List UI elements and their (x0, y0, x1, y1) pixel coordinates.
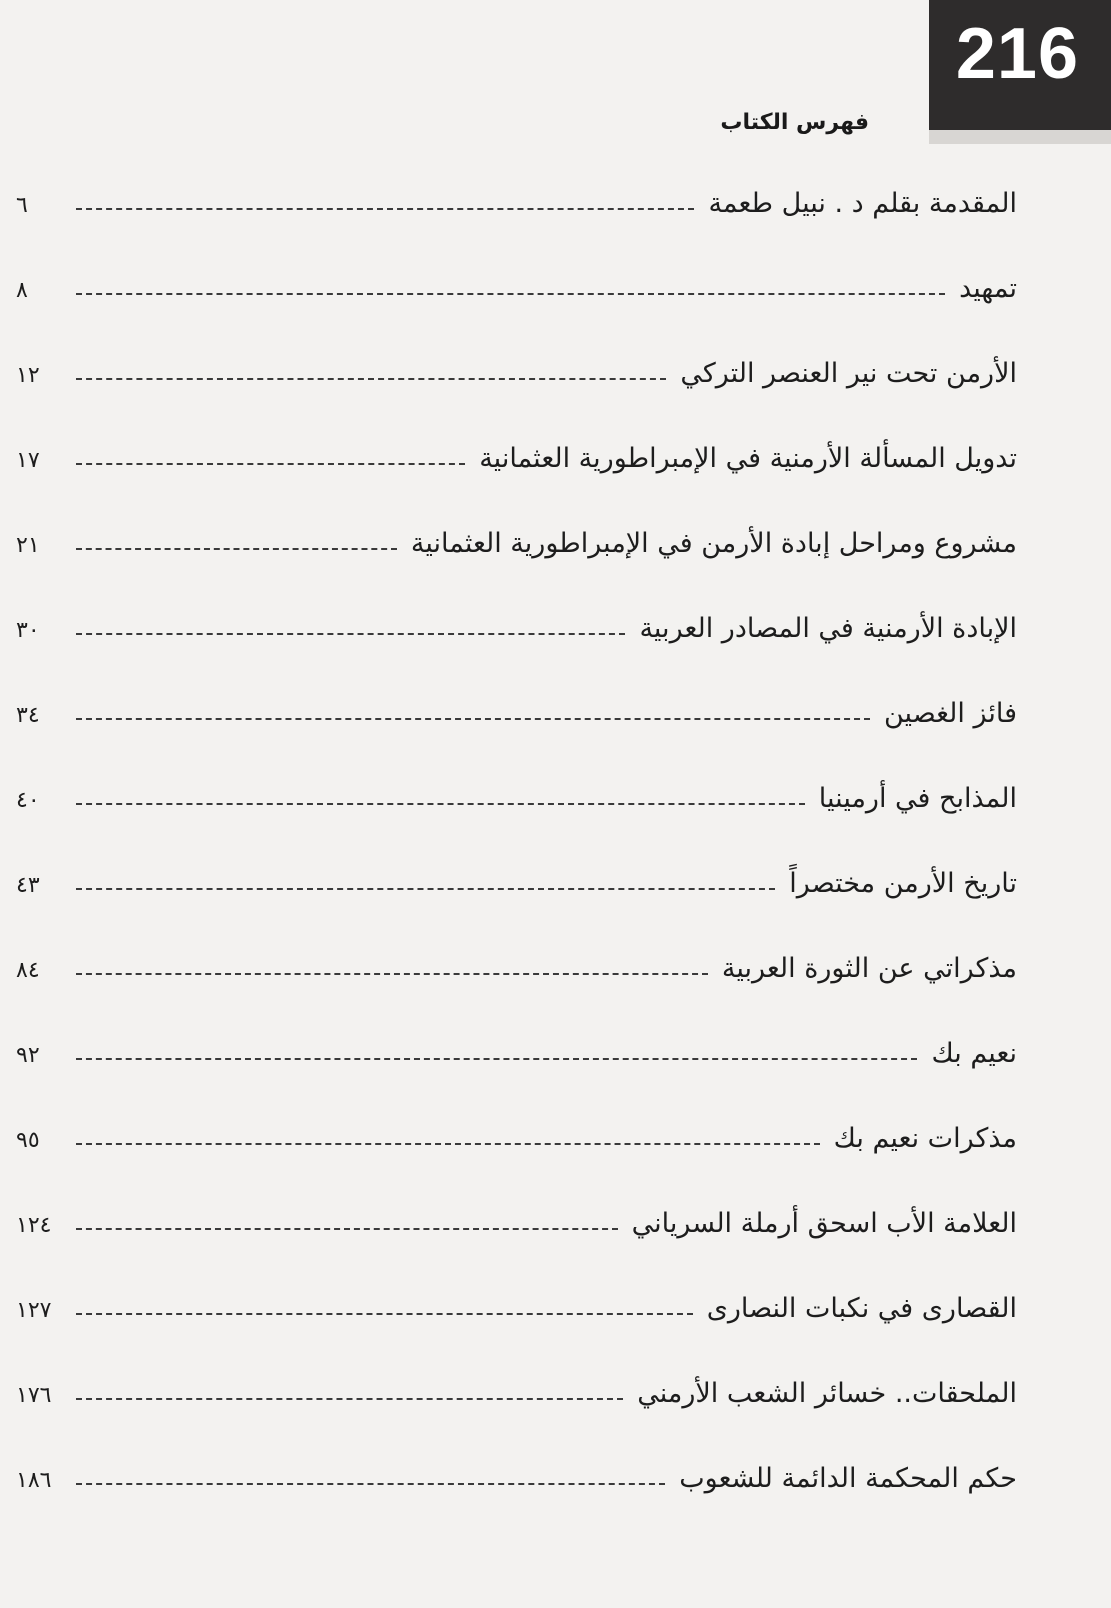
toc-entry-page: ١٧٦ (16, 1383, 52, 1408)
toc-entry (0, 945, 1111, 1005)
toc-entry-title: القصارى في نكبات النصارى (706, 1293, 1017, 1324)
toc-entry-page: ١٢٤ (16, 1213, 52, 1238)
toc-entry-page: ٨٤ (16, 958, 40, 983)
toc-leader-dashes (76, 293, 945, 295)
toc-leader-dashes (76, 888, 775, 890)
toc-entry-page: ٣٤ (16, 703, 40, 728)
toc-leader-dashes (76, 633, 625, 635)
toc-leader-dashes (76, 1143, 820, 1145)
toc-entry-title: مذكرات نعيم بك (833, 1123, 1017, 1154)
toc-entry-title: مشروع ومراحل إبادة الأرمن في الإمبراطورية العثمانية (410, 528, 1017, 559)
toc-entry (0, 1030, 1111, 1090)
toc-entry (0, 1455, 1111, 1515)
toc-leader-dashes (76, 1228, 618, 1230)
toc-entry-page: ٦ (16, 193, 28, 218)
toc-entry-title: المذابح في أرمينيا (818, 783, 1017, 814)
toc-entry-title: الملحقات.. خسائر الشعب الأرمني (637, 1378, 1017, 1409)
toc-entry-title: الأرمن تحت نير العنصر التركي (680, 358, 1017, 389)
toc-leader-dashes (76, 803, 805, 805)
toc-entry (0, 265, 1111, 325)
toc-entry (0, 1370, 1111, 1430)
toc-entry-title: المقدمة بقلم د . نبيل طعمة (708, 188, 1017, 219)
toc-leader-dashes (76, 208, 694, 210)
index-title: فهرس الكتاب (720, 110, 869, 135)
toc-entry (0, 1200, 1111, 1260)
toc-leader-dashes (76, 718, 870, 720)
toc-leader-dashes (76, 463, 465, 465)
page-number: 216 (929, 0, 1111, 130)
toc-leader-dashes (76, 973, 708, 975)
toc-entry-page: ٩٢ (16, 1043, 40, 1068)
toc-entry-page: ٢١ (16, 533, 40, 558)
toc-leader-dashes (76, 1313, 693, 1315)
toc-entry (0, 435, 1111, 495)
toc-entry-page: ١٨٦ (16, 1468, 52, 1493)
toc-entry-page: ٤٠ (16, 788, 40, 813)
toc-entry (0, 180, 1111, 240)
table-of-contents (0, 180, 1111, 1580)
toc-entry-page: ٨ (16, 278, 28, 303)
toc-entry (0, 1115, 1111, 1175)
toc-entry-page: ٤٣ (16, 873, 40, 898)
toc-entry-title: مذكراتي عن الثورة العربية (721, 953, 1017, 984)
toc-entry-title: تمهيد (959, 273, 1017, 304)
toc-entry (0, 605, 1111, 665)
toc-entry-title: تاريخ الأرمن مختصراً (789, 868, 1017, 899)
toc-entry-page: ٩٥ (16, 1128, 40, 1153)
header-band (929, 130, 1111, 144)
toc-entry-title: حكم المحكمة الدائمة للشعوب (679, 1463, 1017, 1494)
toc-leader-dashes (76, 548, 397, 550)
toc-entry-page: ١٢ (16, 363, 40, 388)
toc-entry-page: ١٧ (16, 448, 40, 473)
toc-leader-dashes (76, 378, 666, 380)
toc-entry (0, 350, 1111, 410)
toc-leader-dashes (76, 1483, 665, 1485)
toc-entry-title: نعيم بك (931, 1038, 1017, 1069)
toc-entry (0, 520, 1111, 580)
toc-entry-title: فائز الغصين (884, 698, 1017, 729)
toc-leader-dashes (76, 1058, 917, 1060)
toc-entry (0, 860, 1111, 920)
toc-entry (0, 690, 1111, 750)
toc-entry (0, 775, 1111, 835)
toc-entry-page: ٣٠ (16, 618, 40, 643)
toc-entry-title: العلامة الأب اسحق أرملة السرياني (631, 1208, 1017, 1239)
toc-entry-title: الإبادة الأرمنية في المصادر العربية (639, 613, 1017, 644)
toc-entry-page: ١٢٧ (16, 1298, 52, 1323)
toc-leader-dashes (76, 1398, 623, 1400)
toc-entry (0, 1285, 1111, 1345)
toc-entry-title: تدويل المسألة الأرمنية في الإمبراطورية العثمانية (479, 443, 1017, 474)
